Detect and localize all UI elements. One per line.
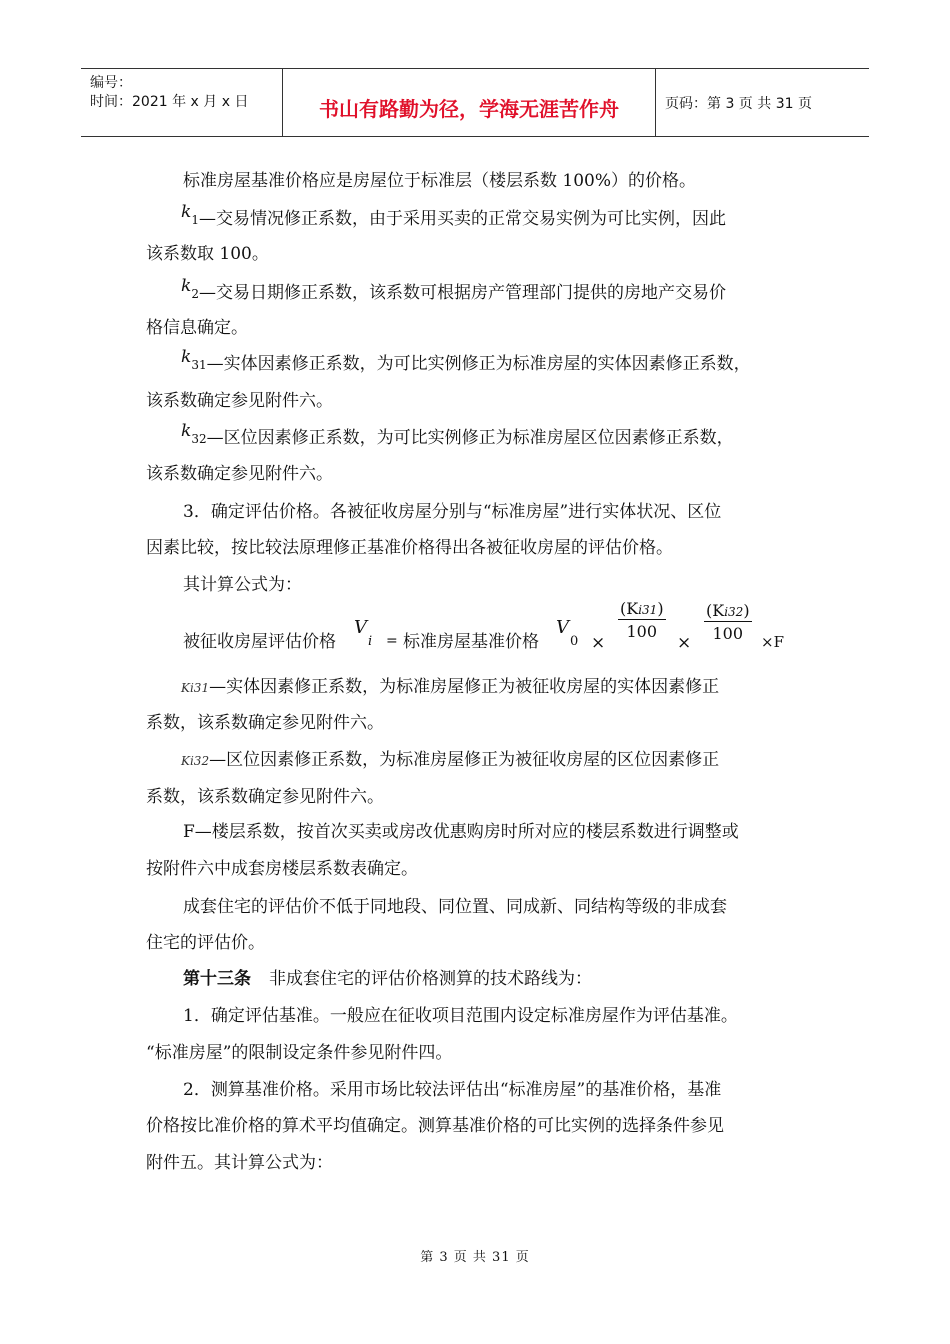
ki31-text: —实体因素修正系数，为标准房屋修正为被征收房屋的实体因素修正	[209, 677, 720, 697]
step3-line2: 因素比较，按比较法原理修正基准价格得出各被征收房屋的评估价格。	[146, 538, 673, 558]
formula-vi: V	[354, 617, 367, 638]
fraction-ki31-subscript: i31	[638, 603, 658, 617]
step3-line1: 3．确定评估价格。各被征收房屋分别与“标准房屋”进行实体状况、区位	[183, 502, 722, 522]
ki32-text: —区位因素修正系数，为标准房屋修正为被征收房屋的区位因素修正	[209, 750, 720, 770]
fraction-ki32-subscript: i32	[724, 605, 744, 619]
article13-step1-line2: “标准房屋”的限制设定条件参见附件四。	[146, 1043, 453, 1063]
floor-coefficient-line2: 按附件六中成套房楼层系数表确定。	[146, 859, 418, 879]
header-motto-cell	[283, 69, 656, 136]
k1-symbol: k	[181, 202, 192, 222]
k1-subscript: 1	[191, 213, 199, 227]
header-page-cell	[656, 69, 869, 136]
fraction-ki32-close: )	[743, 601, 750, 620]
ki32-definition	[181, 750, 719, 771]
paragraph-standard-price: 标准房屋基准价格应是房屋位于标准层（楼层系数 100%）的价格。	[183, 171, 697, 191]
formula-fraction-ki32	[704, 601, 752, 643]
k1-definition-cont: 该系数取 100。	[146, 244, 269, 264]
k31-text: —实体因素修正系数，为可比实例修正为标准房屋的实体因素修正系数，	[206, 354, 751, 374]
k32-symbol: k	[181, 421, 192, 441]
formula-vi-subscript: i	[368, 634, 373, 649]
fraction-ki32-numerator	[704, 601, 752, 622]
page-header	[81, 68, 869, 137]
k1-text: —交易情况修正系数，由于采用买卖的正常交易实例为可比实例，因此	[198, 209, 726, 229]
formula-rhs-label: 标准房屋基准价格	[403, 632, 539, 652]
document-number: 编号：	[90, 75, 132, 91]
article13-step2-line3: 附件五。其计算公式为：	[146, 1153, 333, 1173]
article-13	[183, 969, 592, 989]
k31-definition	[181, 347, 751, 375]
article13-step2-line1: 2．测算基准价格。采用市场比较法评估出“标准房屋”的基准价格，基准	[183, 1080, 722, 1100]
ki32-definition-cont: 系数，该系数确定参见附件六。	[146, 787, 384, 807]
fraction-ki31-numerator	[618, 599, 666, 620]
formula-fraction-ki31	[618, 599, 666, 641]
k2-symbol: k	[181, 276, 192, 296]
formula-equals: =	[386, 633, 398, 649]
k2-definition	[181, 276, 726, 304]
article-13-text: 非成套住宅的评估价格测算的技术路线为：	[269, 969, 592, 989]
header-info-cell	[81, 69, 283, 136]
k2-text: —交易日期修正系数，该系数可根据房产管理部门提供的房地产交易价	[198, 283, 726, 303]
k31-definition-cont: 该系数确定参见附件六。	[146, 391, 333, 411]
k32-definition-cont: 该系数确定参见附件六。	[146, 464, 333, 484]
complete-housing-line2: 住宅的评估价。	[146, 933, 265, 953]
k31-symbol: k	[181, 347, 192, 367]
fraction-ki31-close: )	[657, 599, 664, 618]
formula-intro: 其计算公式为：	[183, 575, 302, 595]
formula-times-floor: ×F	[761, 633, 784, 651]
page-footer: 第 3 页 共 31 页	[420, 1250, 530, 1265]
ki31-definition-cont: 系数，该系数确定参见附件六。	[146, 713, 384, 733]
page-indicator: 页码：第 3 页 共 31 页	[665, 96, 812, 112]
k32-text: —区位因素修正系数，为可比实例修正为标准房屋区位因素修正系数，	[206, 428, 734, 448]
fraction-ki31-denominator: 100	[626, 622, 658, 641]
formula-lhs-label: 被征收房屋评估价格	[183, 632, 336, 652]
k2-subscript: 2	[191, 287, 199, 301]
ki32-symbol: Ki32	[181, 754, 210, 768]
k32-subscript: 32	[191, 432, 207, 446]
formula-times-2: ×	[677, 633, 692, 653]
floor-coefficient-line1: F—楼层系数，按首次买卖或房改优惠购房时所对应的楼层系数进行调整或	[183, 822, 739, 842]
formula-times-1: ×	[591, 633, 606, 653]
motto: 书山有路勤为径，学海无涯苦作舟	[319, 97, 619, 121]
article-13-title: 第十三条	[183, 969, 251, 989]
formula-v0: V	[556, 617, 569, 638]
fraction-ki32-open: (K	[706, 601, 725, 620]
fraction-ki31-open: (K	[620, 599, 639, 618]
complete-housing-line1: 成套住宅的评估价不低于同地段、同位置、同成新、同结构等级的非成套	[183, 897, 727, 917]
ki31-symbol: Ki31	[181, 681, 210, 695]
article13-step2-line2: 价格按比准价格的算术平均值确定。测算基准价格的可比实例的选择条件参见	[146, 1116, 724, 1136]
k1-definition	[181, 202, 726, 230]
k2-definition-cont: 格信息确定。	[146, 318, 248, 338]
k31-subscript: 31	[191, 358, 207, 372]
fraction-ki32-denominator: 100	[712, 624, 744, 643]
formula-v0-subscript: 0	[570, 634, 579, 649]
k32-definition	[181, 421, 734, 449]
document-date: 时间：2021 年 x 月 x 日	[90, 94, 249, 110]
article13-step1-line1: 1．确定评估基准。一般应在征收项目范围内设定标准房屋作为评估基准。	[183, 1006, 738, 1026]
ki31-definition	[181, 677, 719, 698]
